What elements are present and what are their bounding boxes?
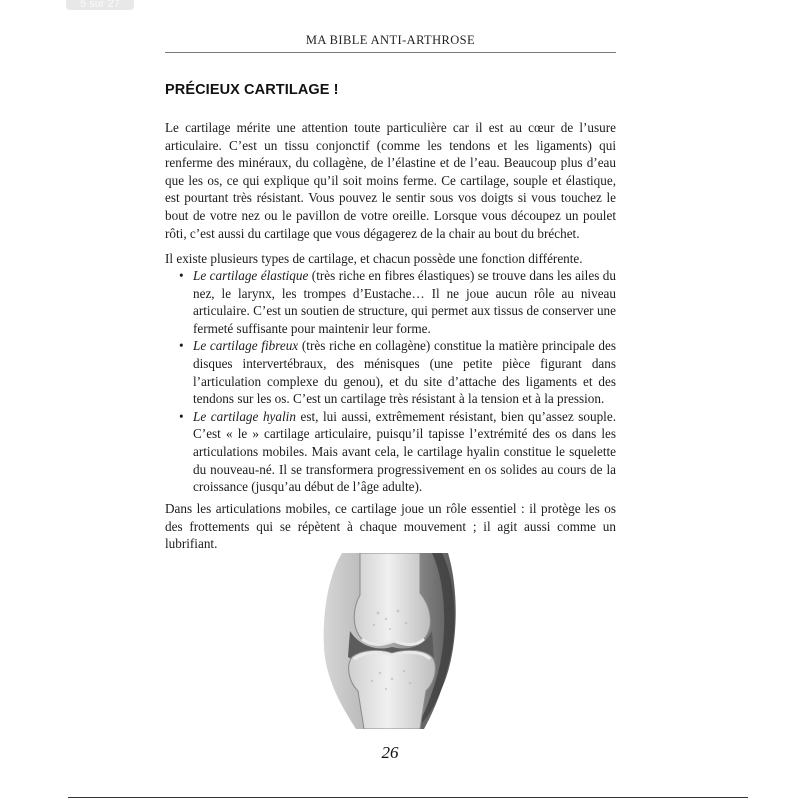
- description-fibrous: (très riche en collagène) constitue la matière principale des disques intervertébraux, des ménisques (une petite pièce figurant dans l’articulation complexe du genou), et du site d’attache des ligaments et des tendons sur les os. C’est un cartilage très résistant à la tension et à la pression.: [193, 338, 616, 407]
- paragraph-mobile-joints: Dans les articulations mobiles, ce cartilage joue un rôle essentiel : il protège les os des frottements qui se répètent à chaque mouvement ; il agit aussi comme un lubrifiant.: [165, 501, 616, 552]
- list-item-hyaline: [165, 408, 616, 496]
- header-rule: [165, 52, 616, 53]
- term-fibrous: Le cartilage fibreux: [193, 338, 299, 354]
- list-item-fibrous: [165, 337, 616, 407]
- list-item-elastic: [165, 267, 616, 337]
- tibia-bone: [349, 650, 436, 729]
- running-head: MA BIBLE ANTI-ARTHROSE: [305, 33, 476, 47]
- term-elastic: Le cartilage élastique: [193, 268, 309, 283]
- paragraph-types: Il existe plusieurs types de cartilage, et chacun possède une fonction différente.: [165, 251, 583, 266]
- paragraph-intro: Le cartilage mérite une attention toute particulière car il est au cœur de l’usure articulaire. C’est un tissu conjonctif (comme les tendons et les ligaments) qui renferme des minéraux, du collagène, de l’élastine et de l’eau. Beaucoup plus d’eau que les os, ce qui explique qu’il soit moins ferme. Ce cartilage, souple et élastique, est pourtant très résistant. Vous pouvez le sentir sous vos doigts si vous touchez le bout de votre nez ou le pavillon de votre oreille. Lorsque vous découpez un poulet rôti, c’est aussi du cartilage que vous dégagerez de la chair au bout du bréchet.: [165, 120, 616, 241]
- femur-bone: [354, 553, 430, 645]
- page-indicator: 5 sur 27: [66, 0, 134, 10]
- description-elastic: (très riche en fibres élastiques) se trouve dans les ailes du nez, le larynx, les trompes d’Eustache… Il ne joue aucun rôle au niveau articulaire. C’est un soutien de structure, qui permet aux tissus de conserver une fermeté suffisante pour maintenir leur forme.: [193, 268, 616, 336]
- section-title: PRÉCIEUX CARTILAGE !: [165, 82, 339, 98]
- term-hyaline: Le cartilage hyalin: [193, 408, 296, 424]
- footer-rule: [68, 797, 748, 798]
- page-number: 26: [381, 743, 399, 762]
- bullet-marker: •: [179, 408, 184, 424]
- cartilage-types-list: [165, 267, 616, 496]
- description-hyaline: est, lui aussi, extrêmement résistant, bien qu’assez souple. C’est « le » cartilage articulaire, puisqu’il tapisse l’extrémité des os dans les articulations mobiles. Mais avant cela, le cartilage hyalin constitue le squelette du nouveau-né. Il se transformera progressivement en os solides au cours de la croissance (jusqu’au début de l’âge adulte).: [193, 408, 616, 495]
- knee-joint-illustration: [320, 553, 460, 729]
- bullet-marker: •: [179, 268, 184, 283]
- bullet-marker: •: [179, 338, 184, 354]
